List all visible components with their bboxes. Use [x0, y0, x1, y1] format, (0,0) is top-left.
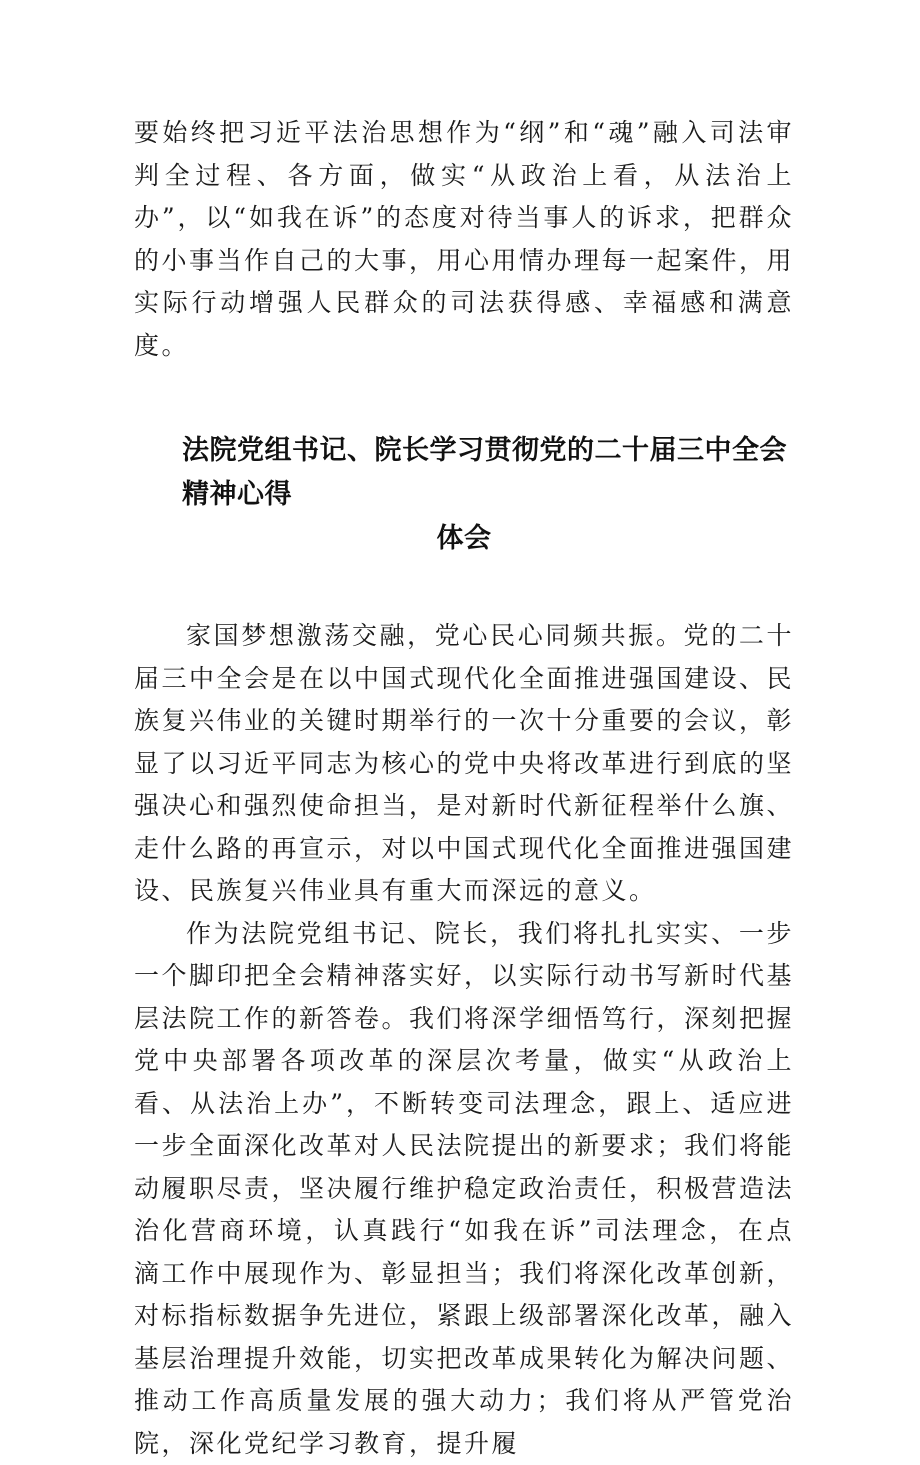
body-paragraph-1: 家国梦想激荡交融，党心民心同频共振。党的二十届三中全会是在以中国式现代化全面推进强国建设、民族复兴伟业的关键时期举行的一次十分重要的会议，彰显了以习近平同志为核心的党中央将改革进行到底的坚强决心和强烈使命担当，是对新时代新征程举什么旗、走什么路的再宣示，对以中国式现代化全面推进强国建设、民族复兴伟业具有重大而深远的意义。	[134, 615, 794, 913]
opening-paragraph: 要始终把习近平法治思想作为“纲”和“魂”融入司法审判全过程、各方面，做实“从政治上看，从法治上办”，以“如我在诉”的态度对待当事人的诉求，把群众的小事当作自己的大事，用心用情办理每一起案件，用实际行动增强人民群众的司法获得感、幸福感和满意度。	[134, 112, 794, 367]
body-paragraph-2: 作为法院党组书记、院长，我们将扎扎实实、一步一个脚印把全会精神落实好，以实际行动书写新时代基层法院工作的新答卷。我们将深学细悟笃行，深刻把握党中央部署各项改革的深层次考量，做实“从政治上看、从法治上办”，不断转变司法理念，跟上、适应进一步全面深化改革对人民法院提出的新要求；我们将能动履职尽责，坚决履行维护稳定政治责任，积极营造法治化营商环境，认真践行“如我在诉”司法理念，在点滴工作中展现作为、彰显担当；我们将深化改革创新，对标指标数据争先进位，紧跟上级部署深化改革，融入基层治理提升效能，切实把改革成果转化为解决问题、推动工作高质量发展的强大动力；我们将从严管党治院，深化党纪学习教育，提升履	[134, 913, 794, 1465]
section-heading-line1: 法院党组书记、院长学习贯彻党的二十届三中全会精神心得	[182, 435, 787, 510]
section-heading	[134, 429, 794, 561]
section-body	[134, 615, 794, 1465]
section-heading-line2: 体会	[182, 517, 794, 561]
document-body	[134, 112, 794, 1465]
